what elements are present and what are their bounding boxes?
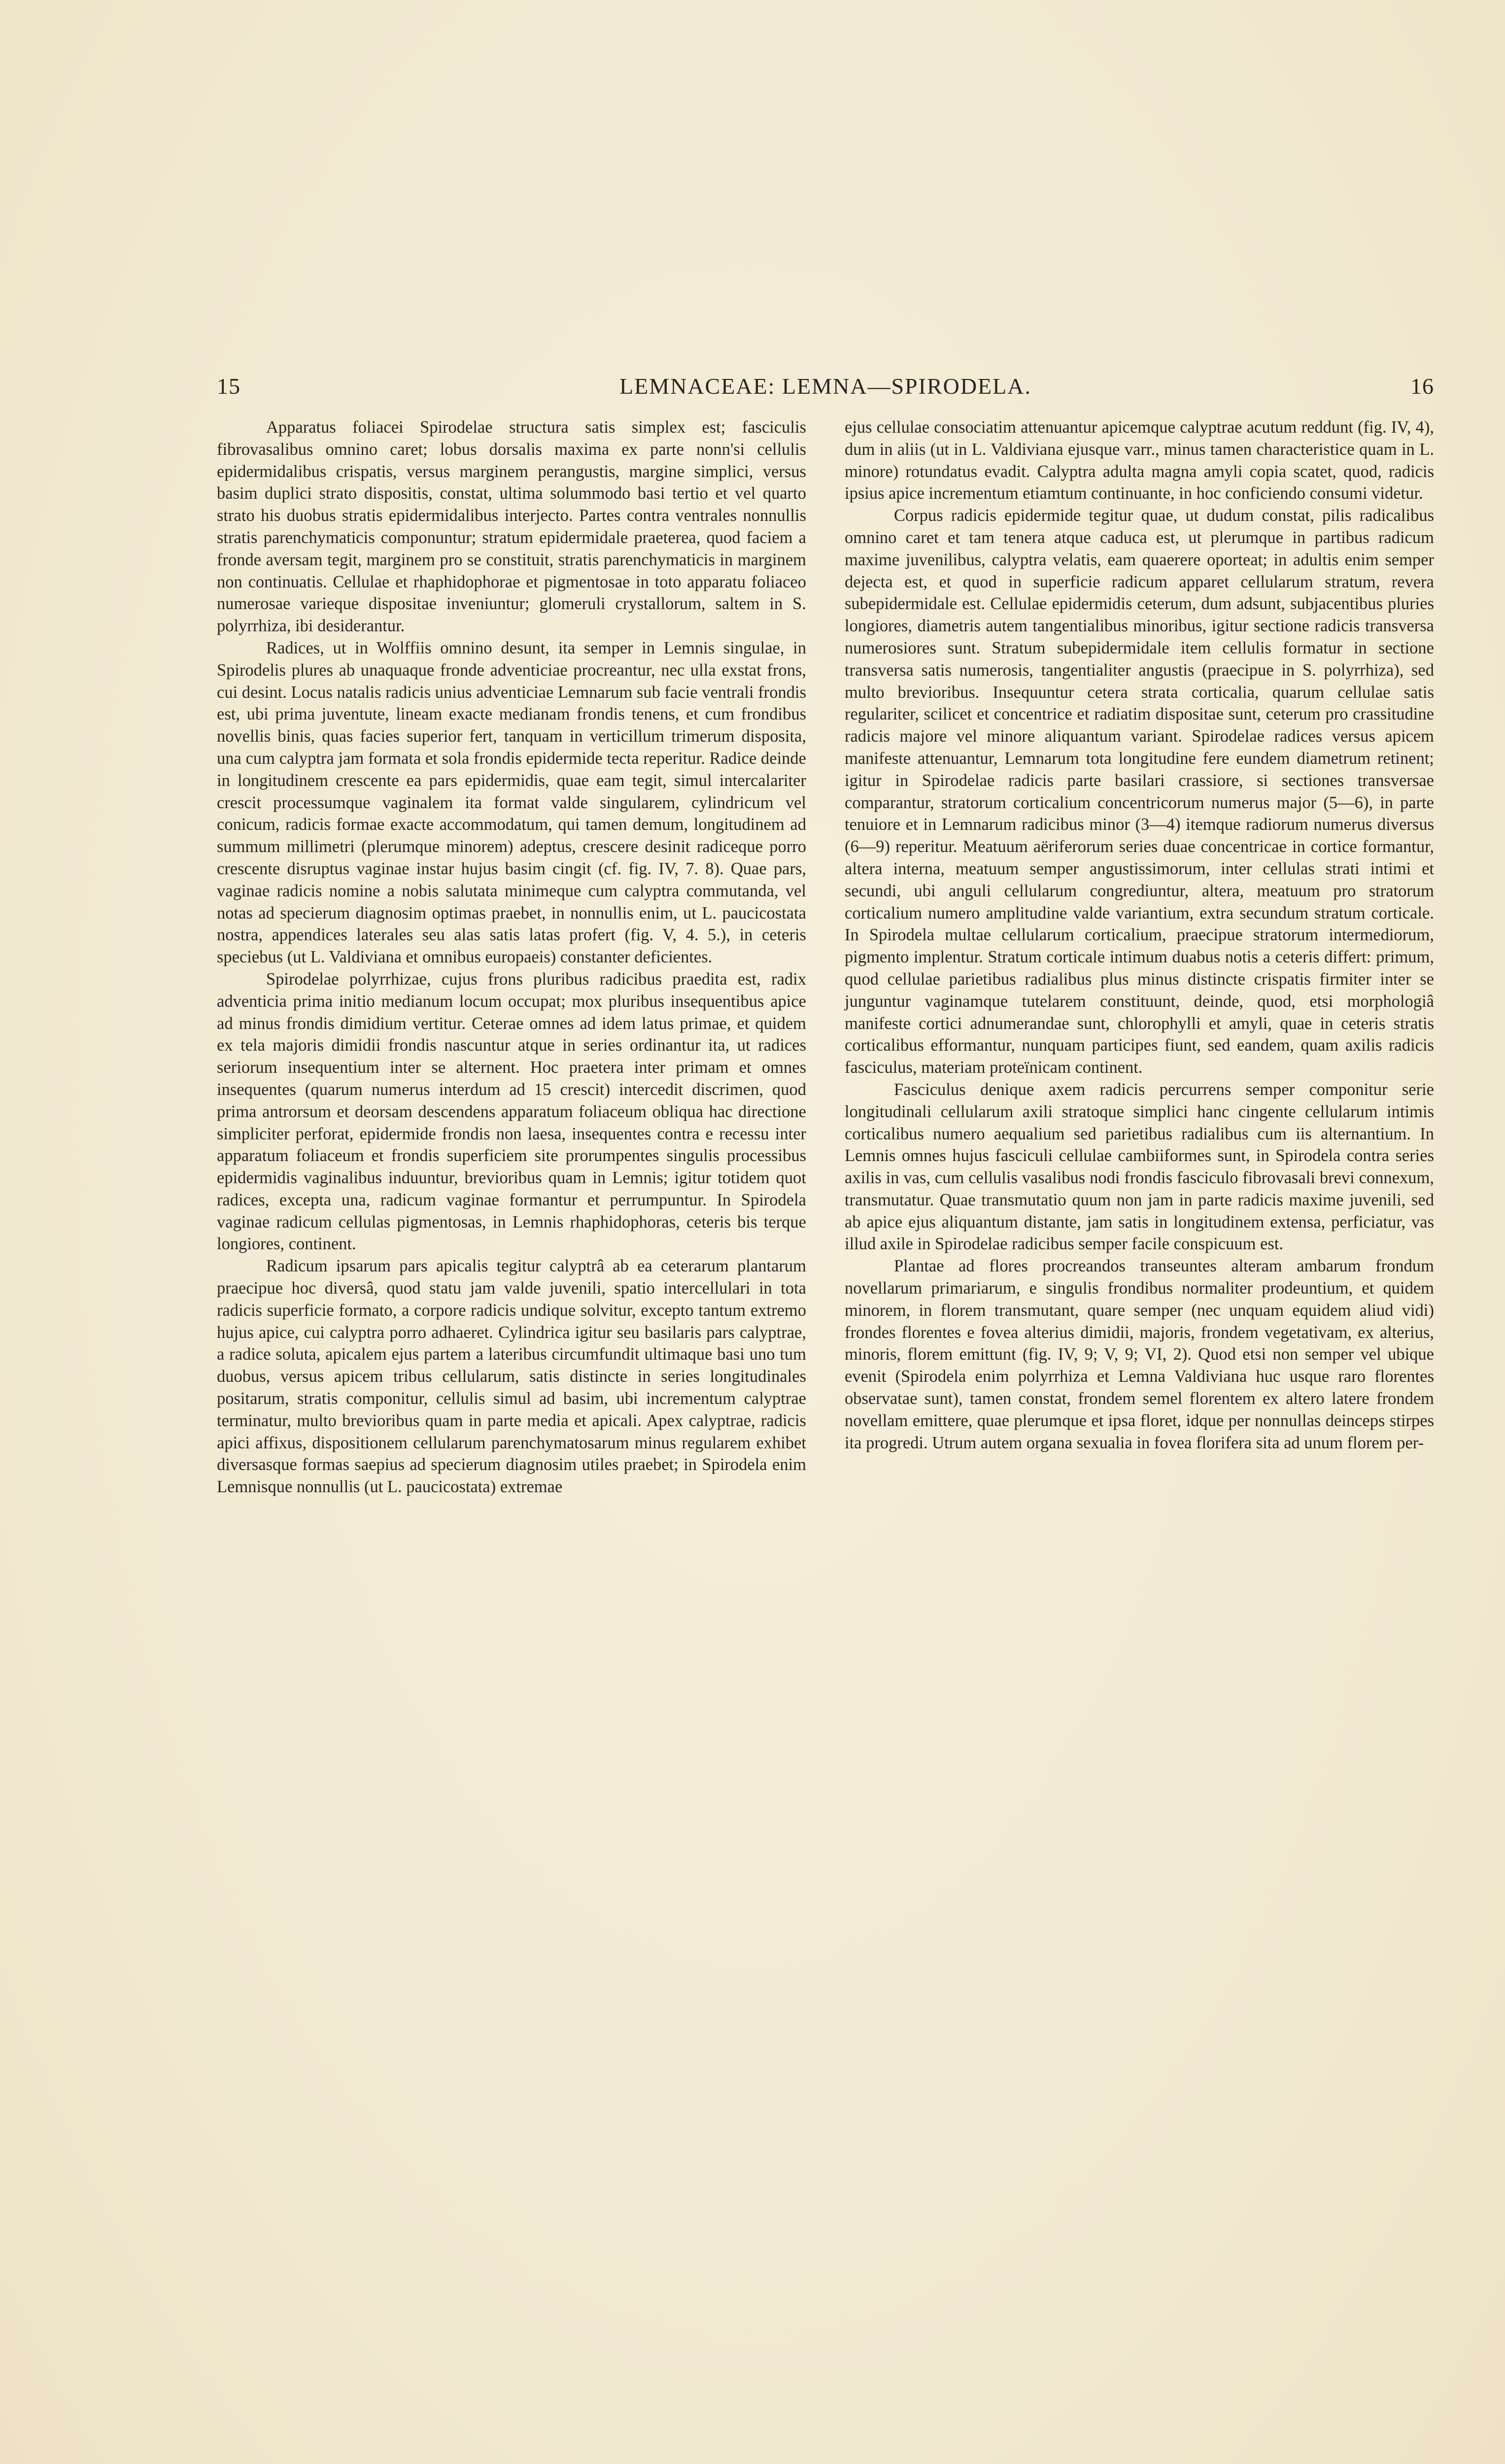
paragraph: ejus cellulae consociatim attenuantur apicemque calyptrae acutum reddunt (fig. IV, 4), dum in aliis (ut in L. Valdiviana ejusque varr., minus tamen characteristice quam in L. minore) rotundatus evadit. Calyptra adulta magna amyli copia scatet, quod, radicis ipsius apice incrementum etiamtum continuante, in hoc conficiendo consumi videtur. xyxy=(845,418,1434,503)
page-header xyxy=(217,367,1434,407)
paragraph: Radicum ipsarum pars apicalis tegitur calyptrâ ab ea ceterarum plantarum praecipue hoc diversâ, quod statu jam valde juvenili, spatio intercellulari in tota radicis superficie formato, a corpore radicis undique solvitur, excepto tantum extremo hujus apice, cui calyptra porro adhaeret. Cylindrica igitur seu basilaris pars calyptrae, a radice soluta, apicalem ejus partem a lateribus circumfundit ultimaque basi uno tum duobus, versus apicem tribus cellularum, satis distincte in series longitudinales positarum, stratis componitur, cellulis simul ad basim, ubi incrementum calyptrae terminatur, multo brevioribus quam in parte media et apicali. Apex calyptrae, radicis apici affixus, dispositionem cellularum parenchymatosarum minus regularem exhibet diversasque formas saepius ad specierum diagnosim utiles praebet; in Spirodela enim Lemnisque nonnullis (ut L. paucicostata) extremae xyxy=(217,1257,806,1497)
paragraph: Corpus radicis epidermide tegitur quae, ut dudum constat, pilis radicalibus omnino caret et tam tenera atque caduca est, ut plerumque in partibus radicum maxime juvenilibus, calyptra velatis, eam quaerere oporteat; in adultis enim semper dejecta est, et quod in superficie radicum apparet cellularum stratum, revera subepidermidale est. Cellulae epidermidis ceterum, dum adsunt, subjacentibus pluries longiores, diametris autem tangentialibus minoribus, igitur sectione radicis transversa numerosiores sunt. Stratum subepidermidale item cellulis formatur in sectione transversa satis numerosis, tangentialiter angustis (praecipue in S. polyrrhiza), sed multo brevioribus. Insequuntur cetera strata corticalia, quarum cellulae satis regulariter, scilicet et concentrice et radiatim dispositae sunt, ceterum pro crassitudine radicis majore vel minore aliquantum variant. Spirodelae radices versus apicem manifeste attenuantur, Lemnarum tota longitudine fere eundem diametrum retinent; igitur in Spirodelae radicis parte basilari crassiore, si sectiones transversae comparantur, stratorum corticalium concentricorum numerus major (5—6), in parte tenuiore et in Lemnarum radicibus minor (3—4) itemque radiorum numerus diversus (6—9) reperitur. Meatuum aëriferorum series duae concentricae in cortice formantur, altera interna, meatuum semper angustissimorum, inter cellulas strati intimi et secundi, ubi anguli cellularum congrediuntur, altera, meatuum pro stratorum corticalium numero amplitudine valde variantium, extra secundum stratum corticale. In Spirodela multae cellularum corticalium, praecipue stratorum intermediorum, pigmento implentur. Stratum corticale intimum duabus notis a ceteris differt: primum, quod cellulae parietibus radialibus plus minus distincte crispatis firmiter inter se junguntur vaginamque tutelarem constituunt, deinde, quod, etsi morphologiâ manifeste cortici adnumerandae sunt, chlorophylli et amyli, quae in ceteris stratis corticalibus efformantur, nunquam participes fiunt, sed eandem, quam axilis radicis fasciculus, materiam proteïnicam continent. xyxy=(845,506,1434,1077)
paragraph: Fasciculus denique axem radicis percurrens semper componitur serie longitudinali cellularum axili stratoque simplici hanc cingente cellularum intimis corticalibus numero aequalium sed parietibus radialibus cum iis alternantium. In Lemnis omnes hujus fasciculi cellulae cambiiformes sunt, in Spirodela contra series axilis in vas, cum cellulis vasalibus nodi frondis fasciculo fibrovasali brevi connexum, transmutatur. Quae transmutatio quum non jam in parte radicis maxime juvenili, sed ab apice ejus aliquantum distante, jam satis in longitudinem extensa, perficiatur, vas illud axile in Spirodelae radicibus semper facile conspicuum est. xyxy=(845,1080,1434,1254)
page-number-left: 15 xyxy=(217,374,240,399)
right-column xyxy=(845,416,1434,1454)
left-column xyxy=(217,416,806,1498)
paragraph: Spirodelae polyrrhizae, cujus frons pluribus radicibus praedita est, radix adventicia prima initio medianum locum occupat; mox pluribus insequentibus apice ad minus frondis dimidium vertitur. Ceterae omnes ad idem latus primae, et quidem ex tela majoris dimidii frondis nascuntur atque in series ordinantur ita, ut radices seriorum insequentium inter se alternent. Hoc praetera inter primam et omnes insequentes (quarum numerus interdum ad 15 crescit) intercedit discrimen, quod prima antrorsum et deorsam descendens apparatum foliaceum obliqua hac directione simpliciter perforat, epidermide frondis non laesa, insequentes contra e recessu inter apparatum foliaceum et frondis superficiem site prorumpentes singulis processibus epidermidis vaginalibus induuntur, brevioribus quam in Lemnis; igitur totidem quot radices, excepta una, radicum vaginae formantur et perrumpuntur. In Spirodela vaginae radicum cellulas pigmentosas, in Lemnis rhaphidophoras, ceteris bis terque longiores, continent. xyxy=(217,969,806,1254)
page-number-right: 16 xyxy=(1410,374,1434,399)
running-title: LEMNACEAE: LEMNA—SPIRODELA. xyxy=(619,374,1031,399)
paragraph: Radices, ut in Wolffiis omnino desunt, ita semper in Lemnis singulae, in Spirodelis plures ab unaquaque fronde adventiciae procreantur, nec ulla exstat frons, cui desint. Locus natalis radicis unius adventiciae Lemnarum sub facie ventrali frondis est, ubi prima juventute, lineam exacte medianam frondis tenens, et cum frondibus novellis binis, quas facies superior fert, tanquam in verticillum trimerum disposita, una cum calyptra jam formata et sola frondis epidermide tecta reperitur. Radice deinde in longitudinem crescente ea pars epidermidis, quae eam tegit, simul intercalariter crescit processumque vaginalem ita format valde singularem, cylindricum vel conicum, radicis formae exacte accommodatum, qui tamen demum, longitudinem ad summum millimetri (plerumque minorem) adeptus, crescere desinit radiceque porro crescente disruptus vaginae instar hujus basim cingit (cf. fig. IV, 7. 8). Quae pars, vaginae radicis nomine a nobis salutata minimeque cum calyptra commutanda, vel notas ad specierum diagnosim optimas praebet, in nonnullis enim, ut L. paucicostata nostra, appendices laterales seu alas satis latas profert (fig. V, 4. 5.), in ceteris speciebus (ut L. Valdiviana et omnibus europaeis) constanter deficientes. xyxy=(217,638,806,967)
paragraph: Apparatus foliacei Spirodelae structura satis simplex est; fasciculis fibrovasalibus omnino caret; lobus dorsalis maxima ex parte nonn'si cellulis epidermidalibus crispatis, versus marginem perangustis, margine simplici, versus basim duplici strato dispositis, constat, ultima solummodo basi tertio et vel quarto strato his duobus stratis epidermidalibus interjecto. Partes contra ventrales nonnullis stratis parenchymaticis componuntur; stratum epidermidale praeterea, quod faciem a fronde aversam tegit, marginem pro se constituit, stratis parenchymaticis in marginem non continuatis. Cellulae et rhaphidophorae et pigmentosae in toto apparatu foliaceo numerosae varieque dispositae inveniuntur; glomeruli crystallorum, saltem in S. polyrrhiza, ibi desiderantur. xyxy=(217,418,806,636)
paragraph: Plantae ad flores procreandos transeuntes alteram ambarum frondum novellarum primariarum, e singulis frondibus normaliter prodeuntium, et quidem minorem, in florem transmutant, quare semper (nec unquam equidem aliud vidi) frondes florentes e fovea alterius dimidii, majoris, frondem vegetativam, ex alterius, minoris, florem emittunt (fig. IV, 9; V, 9; VI, 2). Quod etsi non semper vel ubique evenit (Spirodela enim polyrrhiza et Lemna Valdiviana huc usque raro florentes observatae sunt), tamen constat, frondem semel florentem ex altero latere frondem novellam emittere, quae plerumque et ipsa floret, idque per nonnullas deinceps stirpes ita progredi. Utrum autem organa sexualia in fovea florifera sita ad unum florem per- xyxy=(845,1257,1434,1452)
